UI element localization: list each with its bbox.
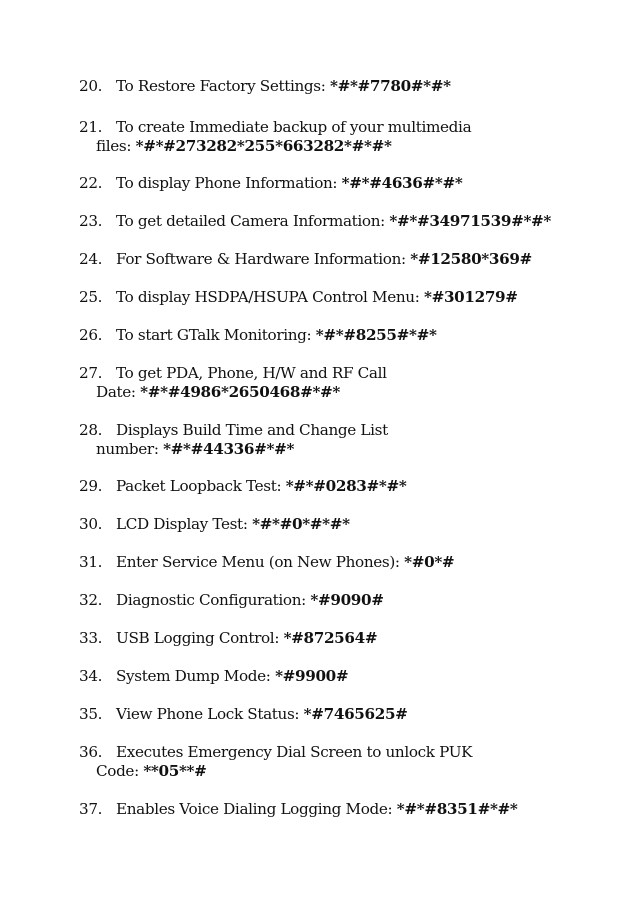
item-label: To display HSDPA/HSUPA Control Menu:	[116, 288, 424, 306]
list-item	[79, 77, 599, 96]
item-code: *#*#0283#*#*	[285, 477, 407, 495]
list-item	[79, 800, 599, 819]
item-number: 29.	[79, 477, 103, 495]
item-number: 32.	[79, 591, 103, 609]
item-label: Enter Service Menu (on New Phones):	[116, 553, 405, 571]
list-item	[79, 553, 599, 572]
item-code: *#12580*369#	[410, 250, 532, 268]
item-number: 34.	[79, 667, 103, 685]
list-item	[79, 477, 599, 496]
item-code: *#*#4636#*#*	[341, 174, 463, 192]
item-label: View Phone Lock Status:	[116, 705, 304, 723]
item-number: 36.	[79, 743, 103, 761]
list-item	[79, 174, 599, 193]
item-code: *#0*#	[404, 553, 455, 571]
list-item	[79, 629, 599, 648]
list-item	[79, 326, 599, 345]
item-number: 26.	[79, 326, 103, 344]
item-code: **05**#	[143, 762, 207, 780]
item-code: *#*#8255#*#*	[315, 326, 437, 344]
item-number: 23.	[79, 212, 103, 230]
item-code: *#*#0*#*#*	[252, 515, 350, 533]
item-code: *#7465625#	[303, 705, 408, 723]
item-number: 31.	[79, 553, 103, 571]
item-continuation	[79, 383, 599, 402]
item-number: 37.	[79, 800, 103, 818]
item-code: *#*#44336#*#*	[163, 440, 295, 458]
item-number: 35.	[79, 705, 103, 723]
item-number: 25.	[79, 288, 103, 306]
list-item	[79, 705, 599, 724]
item-number: 24.	[79, 250, 103, 268]
item-label: System Dump Mode:	[116, 667, 276, 685]
item-number: 28.	[79, 421, 103, 439]
item-label: Executes Emergency Dial Screen to unlock PUK	[116, 743, 473, 761]
item-continuation	[79, 440, 599, 459]
list-item	[79, 743, 599, 781]
item-code: *#*#34971539#*#*	[389, 212, 552, 230]
item-code: *#*#273282*255*663282*#*#*	[135, 137, 392, 155]
list-item	[79, 667, 599, 686]
item-number: 20.	[79, 77, 103, 95]
list-item	[79, 288, 599, 307]
item-label-continued: number:	[96, 440, 164, 458]
item-number: 27.	[79, 364, 103, 382]
item-label: Displays Build Time and Change List	[116, 421, 388, 439]
list-item	[79, 515, 599, 534]
list-item	[79, 118, 599, 156]
item-code: *#872564#	[283, 629, 378, 647]
item-label: To start GTalk Monitoring:	[116, 326, 316, 344]
list-item	[79, 212, 599, 231]
item-label: To get PDA, Phone, H/W and RF Call	[116, 364, 387, 382]
item-continuation	[79, 762, 599, 781]
item-label: To get detailed Camera Information:	[116, 212, 390, 230]
list-item	[79, 250, 599, 269]
item-code: *#301279#	[423, 288, 518, 306]
item-code: *#*#4986*2650468#*#*	[140, 383, 341, 401]
item-number: 21.	[79, 118, 103, 136]
item-label: To create Immediate backup of your multimedia	[116, 118, 472, 136]
item-code: *#9090#	[310, 591, 384, 609]
item-label: USB Logging Control:	[116, 629, 284, 647]
item-label: For Software & Hardware Information:	[116, 250, 411, 268]
list-item	[79, 591, 599, 610]
item-label-continued: Date:	[96, 383, 141, 401]
item-label: Enables Voice Dialing Logging Mode:	[116, 800, 397, 818]
item-label-continued: files:	[96, 137, 136, 155]
item-number: 33.	[79, 629, 103, 647]
item-label: To display Phone Information:	[116, 174, 342, 192]
item-number: 30.	[79, 515, 103, 533]
item-label-continued: Code:	[96, 762, 144, 780]
item-label: LCD Display Test:	[116, 515, 253, 533]
list-item	[79, 364, 599, 402]
item-number: 22.	[79, 174, 103, 192]
item-continuation	[79, 137, 599, 156]
list-item	[79, 421, 599, 459]
item-label: To Restore Factory Settings:	[116, 77, 330, 95]
item-code: *#9900#	[275, 667, 349, 685]
item-label: Diagnostic Configuration:	[116, 591, 311, 609]
item-label: Packet Loopback Test:	[116, 477, 286, 495]
item-code: *#*#7780#*#*	[330, 77, 451, 95]
item-code: *#*#8351#*#*	[396, 800, 518, 818]
